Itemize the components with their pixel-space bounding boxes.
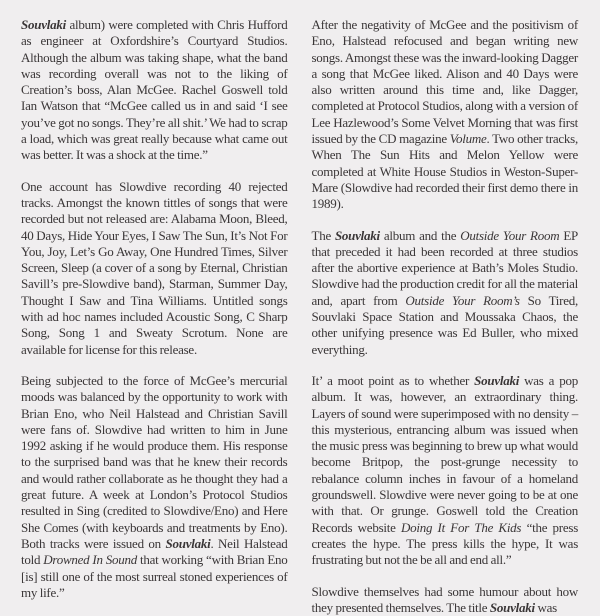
text-run: album) were completed with Chris Hufford as engineer at Oxfordshire’s Courtyard Studios. Although the album was taking shape, what the band was recording overall was not to the liking of Creation’s boss, Alan McGee. Rachel Goswell told Ian Watson that “McGee called us in and said ‘I see you’ve got no songs. They’re all shit.’ We had to scrap a load, which was great really because what came out was better. It was a shock at the time.” — [21, 17, 288, 162]
right-column — [312, 17, 579, 590]
text-run: . Neil Halstead told — [21, 536, 287, 567]
text-run: was a pop album. It was, however, an extraordinary thing. Layers of sound were superimposed with no density – this mysterious, entrancing album was issued when the music press was beginning to brew up what would become Britpop, the post-grunge necessity to rebalance column inches in favour of a homeland groundswell. Slowdive were never going to be at one with that. Or grunge. Goswell told the Creation Records website — [312, 373, 579, 535]
text-run-italic: Volume — [450, 131, 487, 146]
text-run: that working “with Brian Eno [is] still one of the most surreal stoned experiences of my life.” — [21, 552, 288, 600]
paragraph — [21, 17, 288, 164]
text-run: “the press creates the hype. The press kills the hype, It was frustrating but not the be all and end all.” — [312, 520, 579, 568]
paragraph — [21, 373, 288, 601]
text-run: Slowdive themselves had some humour about how they presented themselves. The title — [312, 584, 579, 615]
text-run: After the negativity of McGee and the positivism of Eno, Halstead refocused and began writing new songs. Amongst these was the inward-looking Dagger a song that McGee liked. Alison and 40 Days were also written around this time and, like Dagger, completed at Protocol Studios, along with a version of Lee Hazlewood’s Some Velvet Morning that was first issued by the CD magazine — [312, 17, 579, 146]
text-run-italic: Outside Your Room — [460, 228, 559, 243]
text-run: EP that preceded it had been recorded at three studios after the abortive experience at Bath’s Moles Studio. Slowdive had the production credit for all the material and, apart from — [312, 228, 579, 308]
left-column — [21, 17, 288, 590]
text-run-bolditalic: Souvlaki — [474, 373, 519, 388]
text-run: . Two other tracks, When The Sun Hits and Melon Yellow were completed at White House Studios in Weston-Super-Mare (Slowdive had recorded their first demo there in 1989). — [312, 131, 579, 211]
text-run: was — [535, 600, 557, 615]
paragraph — [312, 17, 579, 213]
paragraph — [312, 373, 579, 569]
paragraph — [21, 179, 288, 358]
paragraph — [312, 228, 579, 358]
text-run-bolditalic: Souvlaki — [165, 536, 210, 551]
text-run-italic: Outside Your Room’s — [405, 293, 519, 308]
text-run-bolditalic: Souvlaki — [335, 228, 380, 243]
text-run-italic: Drowned In Sound — [43, 552, 137, 567]
text-run-italic: Doing It For The Kids — [401, 520, 521, 535]
text-run: One account has Slowdive recording 40 rejected tracks. Amongst the known tittles of songs that were recorded but not released are: Alabama Moon, Bleed, 40 Days, Hide Your Eyes, I Saw The Sun, It’s Not For You, Joy, Let’s Go Away, One Hundred Times, Silver Screen, Sleep (a cover of a song by Eternal, Christian Savill’s pre-Slowdive band), Starman, Summer Day, Thought I Saw and Tina Williams. Untitled songs with ad hoc names included Acoustic Song, C Sharp Song, Song 1 and Sweaty Scrotum. None are available for license for this release. — [21, 179, 288, 357]
text-run: The — [312, 228, 335, 243]
text-run-bolditalic: Souvlaki — [490, 600, 535, 615]
text-run-bolditalic: Souvlaki — [21, 17, 66, 32]
text-run: Being subjected to the force of McGee’s mercurial moods was balanced by the opportunity to work with Brian Eno, who Neil Halstead and Christian Savill were fans of. Slowdive had written to him in June 1992 asking if he would produce them. His response to the surprised band was that he knew their records and would rather collaborate as he thought they had a great future. A week at London’s Protocol Studios resulted in Sing (credited to Slowdive/Eno) and Here She Comes (with keyboards and treatments by Eno). Both tracks were issued on — [21, 373, 288, 551]
text-run: It’ a moot point as to whether — [312, 373, 475, 388]
text-run: album and the — [380, 228, 460, 243]
text-run: So Tired, Souvlaki Space Station and Moussaka Chaos, the other unifying presence was Ed Buller, who mixed everything. — [312, 293, 579, 357]
